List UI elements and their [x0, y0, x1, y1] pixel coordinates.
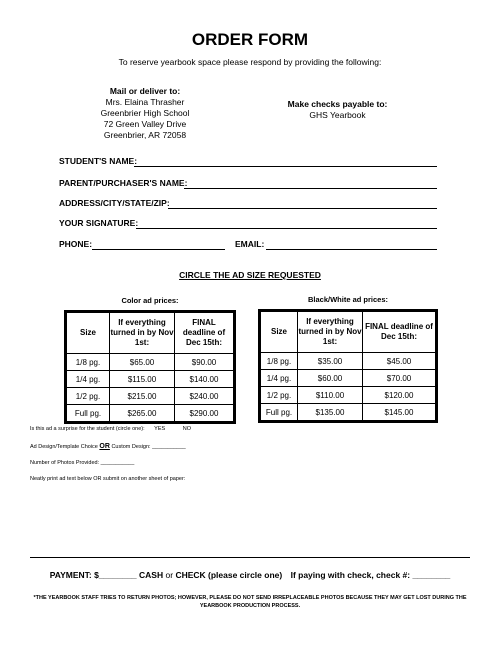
- table-header: Size: [67, 313, 110, 354]
- phone-line[interactable]: [92, 249, 225, 250]
- table-cell: 1/2 pg.: [261, 387, 298, 404]
- table-cell: $265.00: [110, 405, 175, 422]
- circle-ad-size-heading: CIRCLE THE AD SIZE REQUESTED: [179, 270, 321, 280]
- email-label: EMAIL:: [235, 239, 265, 249]
- table-cell: $120.00: [363, 387, 436, 404]
- table-row: [261, 353, 436, 370]
- intro-text: To reserve yearbook space please respond by providing the following:: [118, 57, 382, 67]
- signature-line[interactable]: [136, 228, 437, 229]
- table-row: [67, 388, 234, 405]
- surprise-yes-option[interactable]: YES: [154, 426, 166, 432]
- mail-address-block: [40, 86, 250, 141]
- checks-payee: GHS Yearbook: [309, 110, 366, 120]
- parent-name-line[interactable]: [184, 188, 437, 189]
- email-line[interactable]: [266, 249, 437, 250]
- color-price-table: [66, 312, 234, 422]
- table-cell: $45.00: [363, 353, 436, 370]
- print-note: Neatly print ad text below OR submit on another sheet of paper:: [30, 476, 186, 482]
- checks-payable-block: [255, 99, 420, 121]
- table-cell: $35.00: [298, 353, 363, 370]
- address-label: ADDRESS/CITY/STATE/ZIP:: [59, 198, 170, 208]
- address-line[interactable]: [168, 208, 437, 209]
- payment-cash-option[interactable]: CASH: [139, 570, 164, 580]
- mail-line: Mrs. Elaina Thrasher: [105, 97, 185, 107]
- table-header: FINAL deadline of Dec 15th:: [363, 312, 436, 353]
- student-name-line[interactable]: [134, 166, 437, 167]
- bw-price-table: [260, 311, 436, 421]
- table-cell: $65.00: [110, 354, 175, 371]
- payment-or: or: [165, 570, 174, 580]
- surprise-label: Is this ad a surprise for the student (circle one):: [30, 426, 145, 432]
- table-row: [261, 370, 436, 387]
- table-cell: $290.00: [175, 405, 234, 422]
- table-cell: $60.00: [298, 370, 363, 387]
- surprise-no-option[interactable]: NO: [182, 426, 191, 432]
- design-or: OR: [99, 443, 110, 450]
- table-cell: $215.00: [110, 388, 175, 405]
- table-cell: $140.00: [175, 371, 234, 388]
- table-cell: 1/8 pg.: [67, 354, 110, 371]
- design-choice: [30, 443, 186, 450]
- table-header: Size: [261, 312, 298, 353]
- student-name-label: STUDENT'S NAME:: [59, 156, 138, 166]
- table-cell: $240.00: [175, 388, 234, 405]
- mail-line: 72 Green Valley Drive: [103, 119, 187, 129]
- table-row: [67, 371, 234, 388]
- divider: [30, 557, 470, 558]
- table-header: If everything turned in by Nov 1st:: [298, 312, 363, 353]
- table-cell: $135.00: [298, 404, 363, 421]
- page-title: ORDER FORM: [191, 30, 309, 49]
- mail-line: Greenbrier High School: [100, 108, 190, 118]
- photo-disclaimer: *THE YEARBOOK STAFF TRIES TO RETURN PHOTOS; HOWEVER, PLEASE DO NOT SEND IRREPLACEABLE PHOTOS BECAUSE THEY MAY GET LOST DURING THE YEARBOOK PRODUCTION PROCESS.: [33, 595, 467, 609]
- table-row: [67, 354, 234, 371]
- table-cell: Full pg.: [261, 404, 298, 421]
- table-row: [261, 404, 436, 421]
- table-cell: 1/8 pg.: [261, 353, 298, 370]
- table-cell: Full pg.: [67, 405, 110, 422]
- signature-label: YOUR SIGNATURE:: [59, 218, 139, 228]
- photos-count: Number of Photos Provided: ___________: [30, 460, 135, 466]
- table-cell: $70.00: [363, 370, 436, 387]
- payment-check-option[interactable]: CHECK (please circle one): [175, 570, 283, 580]
- table-cell: $90.00: [175, 354, 234, 371]
- design-suffix: Custom Design: ___________: [111, 444, 186, 450]
- design-prefix: Ad Design/Template Choice: [30, 444, 98, 450]
- mail-heading: Mail or deliver to:: [109, 86, 181, 96]
- surprise-question: [30, 426, 191, 432]
- table-cell: 1/4 pg.: [67, 371, 110, 388]
- table-header: If everything turned in by Nov 1st:: [110, 313, 175, 354]
- payment-line: [0, 570, 500, 580]
- table-cell: $115.00: [110, 371, 175, 388]
- table-row: [261, 387, 436, 404]
- bw-table-caption: Black/White ad prices:: [307, 295, 389, 304]
- table-header: FINAL deadline of Dec 15th:: [175, 313, 234, 354]
- table-cell: 1/4 pg.: [261, 370, 298, 387]
- mail-line: Greenbrier, AR 72058: [103, 130, 187, 140]
- table-row: [67, 405, 234, 422]
- payment-amount: PAYMENT: $________: [49, 570, 137, 580]
- table-cell: $110.00: [298, 387, 363, 404]
- table-cell: $145.00: [363, 404, 436, 421]
- table-cell: 1/2 pg.: [67, 388, 110, 405]
- check-number: If paying with check, check #: ________: [290, 570, 451, 580]
- checks-heading: Make checks payable to:: [287, 99, 388, 109]
- parent-name-label: PARENT/PURCHASER'S NAME:: [59, 178, 188, 188]
- color-table-caption: Color ad prices:: [121, 296, 179, 305]
- phone-label: PHONE:: [59, 239, 93, 249]
